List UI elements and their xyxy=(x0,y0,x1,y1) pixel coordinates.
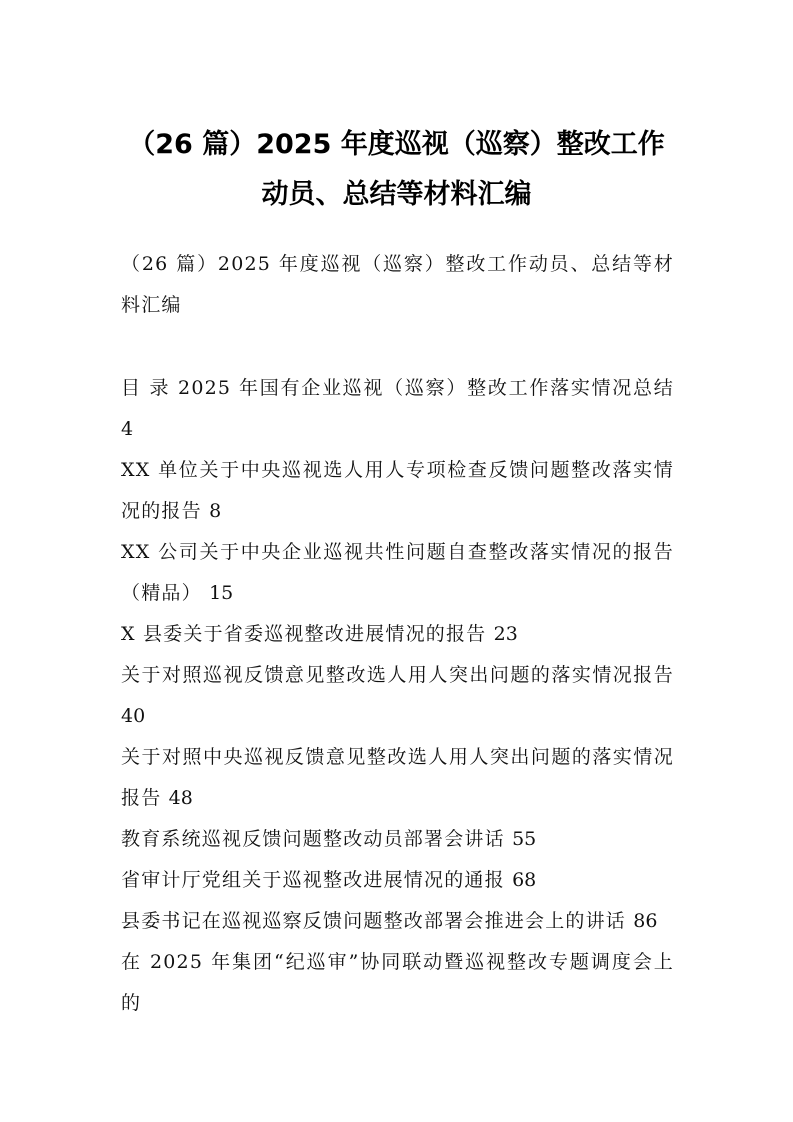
toc-entry-page: 86 xyxy=(633,910,658,932)
toc-entry-text: 县委书记在巡视巡察反馈问题整改部署会推进会上的讲话 xyxy=(121,910,627,932)
toc-entry-page: 48 xyxy=(168,787,193,809)
toc-entry-text: 关于对照巡视反馈意见整改选人用人突出问题的落实情况报告 xyxy=(121,664,674,686)
toc-entry xyxy=(121,860,674,901)
toc-entry-page: 68 xyxy=(512,869,537,891)
title-line-2: 动员、总结等材料汇编 xyxy=(261,179,532,210)
toc-entry xyxy=(121,901,674,942)
toc-entry-text: X 县委关于省委巡视整改进展情况的报告 xyxy=(121,623,487,645)
document-title xyxy=(100,120,693,220)
toc-entry xyxy=(121,942,674,1024)
toc-entry-page: 8 xyxy=(209,500,222,522)
toc-entry-page: 40 xyxy=(121,705,146,727)
toc-entry-text: 目 录 2025 年国有企业巡视（巡察）整改工作落实情况总结 xyxy=(121,377,674,399)
document-subtitle: （26 篇）2025 年度巡视（巡察）整改工作动员、总结等材料汇编 xyxy=(121,253,674,316)
toc-entry xyxy=(121,737,674,819)
table-of-contents xyxy=(121,368,674,1024)
toc-entry-text: 省审计厅党组关于巡视整改进展情况的通报 xyxy=(121,869,505,891)
title-line-1: （26 篇）2025 年度巡视（巡察）整改工作 xyxy=(128,129,665,160)
toc-entry-text: 在 2025 年集团“纪巡审”协同联动暨巡视整改专题调度会上的 xyxy=(121,951,674,1014)
toc-entry xyxy=(121,614,674,655)
toc-entry xyxy=(121,819,674,860)
toc-entry-text: XX 单位关于中央巡视选人用人专项检查反馈问题整改落实情况的报告 xyxy=(121,459,674,522)
toc-entry-text: 教育系统巡视反馈问题整改动员部署会讲话 xyxy=(121,828,505,850)
toc-entry xyxy=(121,368,674,450)
toc-entry-page: 23 xyxy=(493,623,518,645)
toc-entry-text: 关于对照中央巡视反馈意见整改选人用人突出问题的落实情况报告 xyxy=(121,746,674,809)
toc-entry-page: 4 xyxy=(121,418,134,440)
toc-entry xyxy=(121,450,674,532)
toc-entry-text: XX 公司关于中央企业巡视共性问题自查整改落实情况的报告（精品） xyxy=(121,541,674,604)
toc-entry xyxy=(121,655,674,737)
toc-entry xyxy=(121,532,674,614)
toc-entry-page: 55 xyxy=(512,828,537,850)
toc-entry-page: 15 xyxy=(209,582,234,604)
